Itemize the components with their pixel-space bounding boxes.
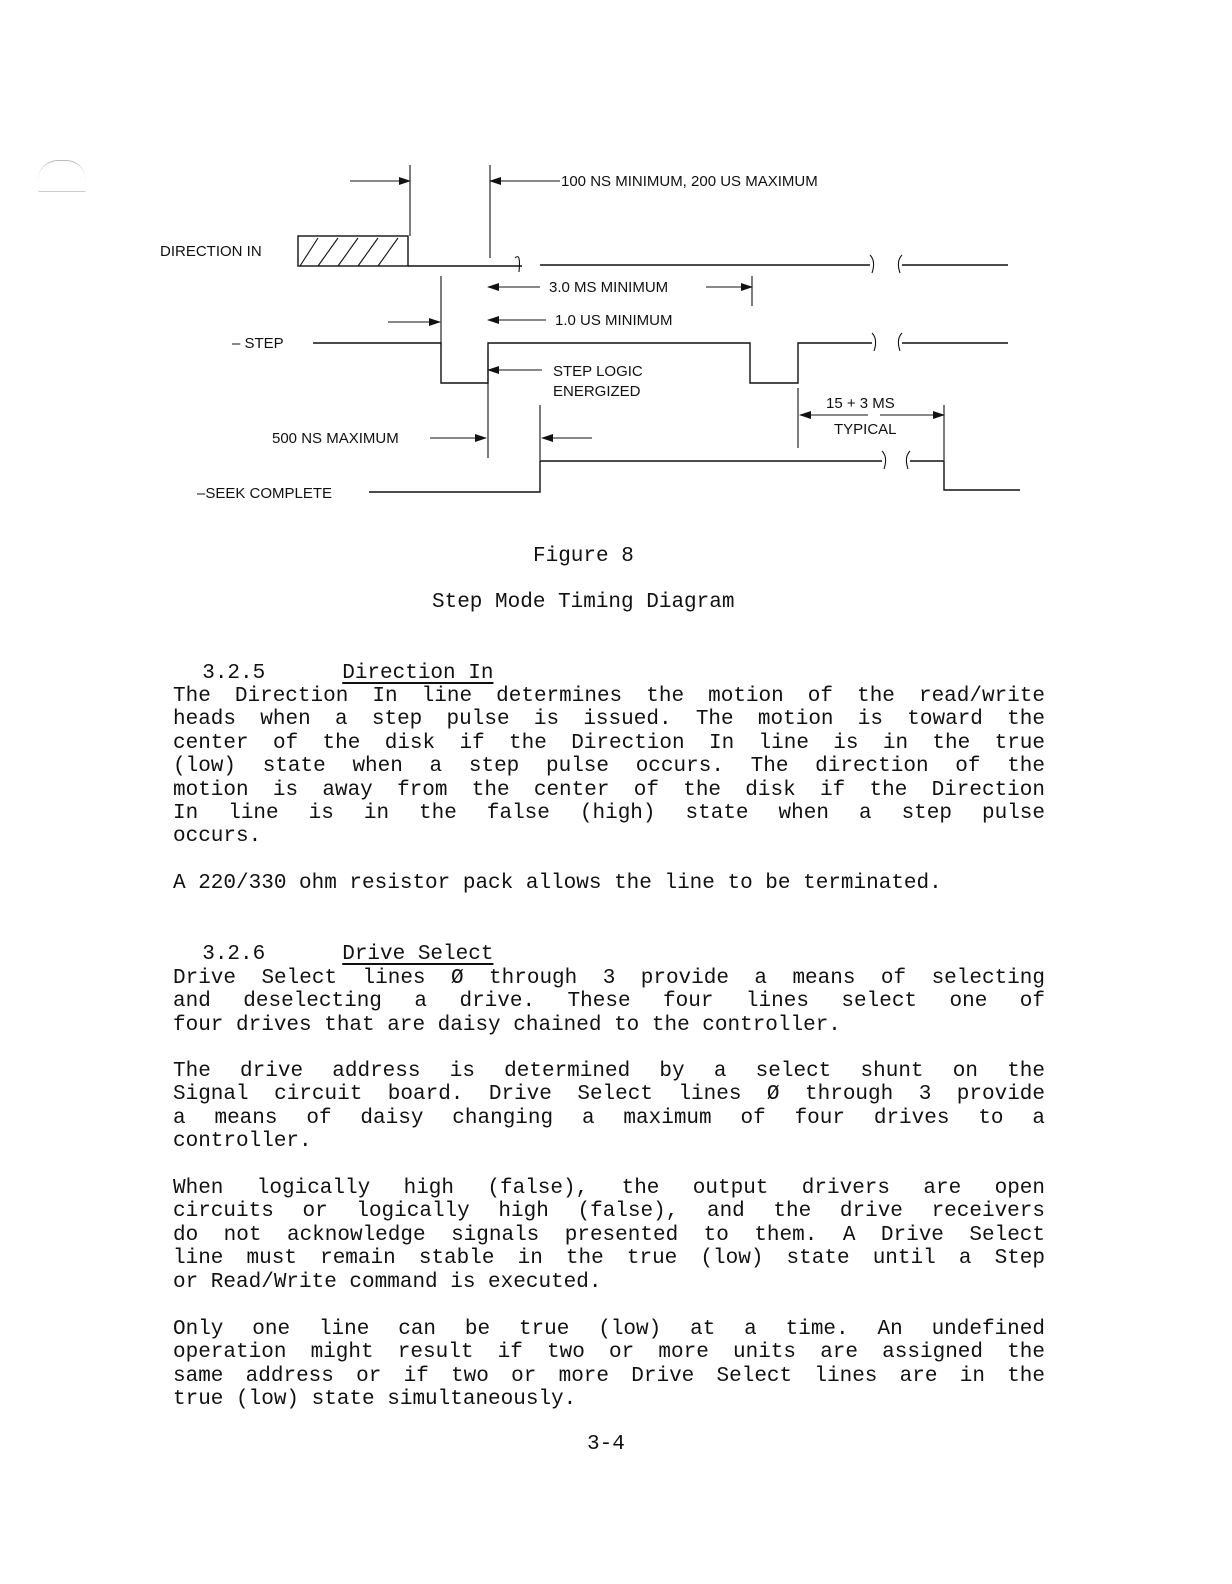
seek-complete-waveform <box>369 461 882 492</box>
label-step: – STEP <box>232 335 284 352</box>
drive-select-paragraph-3 <box>173 1177 1045 1294</box>
direction-in-paragraph <box>173 685 1045 849</box>
direction-break-2 <box>870 255 902 273</box>
direction-in-hatched-region <box>298 236 408 266</box>
label-seek-complete: –SEEK COMPLETE <box>197 485 333 502</box>
label-15-3ms: 15 + 3 MS <box>826 395 895 412</box>
label-direction-in: DIRECTION IN <box>160 243 262 260</box>
text-line: (low) state when a step pulse occurs. The direction of the <box>173 755 1045 779</box>
drive-select-paragraph-2 <box>173 1060 1045 1154</box>
text-line: operation might result if two or more units are assigned the <box>173 1341 1045 1365</box>
direction-break-1 <box>515 257 520 272</box>
section-number: 3.2.6 <box>202 943 266 966</box>
section-heading-3-2-5 <box>177 639 493 685</box>
text-line: true (low) state simultaneously. <box>173 1388 577 1412</box>
text-line: controller. <box>173 1130 312 1154</box>
label-1us-minimum: 1.0 US MINIMUM <box>555 312 673 329</box>
label-100ns-min-200us-max: 100 NS MINIMUM, 200 US MAXIMUM <box>561 173 818 190</box>
text-line: or Read/Write command is executed. <box>173 1270 602 1294</box>
text-line: center of the disk if the Direction In line is in the true <box>173 731 1045 755</box>
drive-select-paragraph-1 <box>173 967 1045 1037</box>
step-break <box>872 333 902 351</box>
text-line: and deselecting a drive. These four lines select one of <box>173 990 1045 1014</box>
drive-select-paragraph-4 <box>173 1318 1045 1412</box>
label-energized: ENERGIZED <box>553 383 641 400</box>
figure-number: Figure 8 <box>533 545 634 568</box>
text-line: Signal circuit board. Drive Select lines Ø through 3 provide <box>173 1083 1045 1107</box>
text-line: a means of daisy changing a maximum of four drives to a <box>173 1106 1045 1130</box>
text-line: motion is away from the center of the disk if the Direction <box>173 778 1045 802</box>
figure-caption: Step Mode Timing Diagram <box>432 591 735 614</box>
text-line: circuits or logically high (false), and the drive receivers <box>173 1200 1045 1224</box>
section-heading-3-2-6 <box>177 920 493 966</box>
text-line: do not acknowledge signals presented to them. A Drive Select <box>173 1223 1045 1247</box>
section-title: Direction In <box>342 662 494 685</box>
text-line: occurs. <box>173 825 262 849</box>
resistor-pack-paragraph <box>173 872 1045 895</box>
page-number: 3-4 <box>587 1433 625 1456</box>
text-line: same address or if two or more Drive Select lines are in the <box>173 1364 1045 1388</box>
section-title: Drive Select <box>342 943 494 966</box>
text-line: The drive address is determined by a select shunt on the <box>173 1060 1045 1083</box>
text-line: A 220/330 ohm resistor pack allows the line to be terminated. <box>173 872 942 895</box>
seek-break <box>882 451 910 469</box>
text-line: line must remain stable in the true (low) state until a Step <box>173 1247 1045 1271</box>
seek-complete-waveform-end <box>910 461 1020 490</box>
text-line: four drives that are daisy chained to the controller. <box>173 1013 841 1037</box>
text-line: Drive Select lines Ø through 3 provide a means of selecting <box>173 967 1045 990</box>
section-number: 3.2.5 <box>202 662 266 685</box>
label-typical: TYPICAL <box>834 421 897 438</box>
text-line: In line is in the false (high) state when a step pulse <box>173 802 1045 826</box>
text-line: Only one line can be true (low) at a time. An undefined <box>173 1318 1045 1341</box>
label-500ns-maximum: 500 NS MAXIMUM <box>272 430 399 447</box>
label-3ms-minimum: 3.0 MS MINIMUM <box>549 279 669 296</box>
text-line: The Direction In line determines the motion of the read/write <box>173 685 1045 708</box>
text-line: heads when a step pulse is issued. The motion is toward the <box>173 708 1045 732</box>
label-step-logic: STEP LOGIC <box>553 363 643 380</box>
text-line: When logically high (false), the output drivers are open <box>173 1177 1045 1200</box>
step-mode-timing-diagram <box>0 0 1232 540</box>
